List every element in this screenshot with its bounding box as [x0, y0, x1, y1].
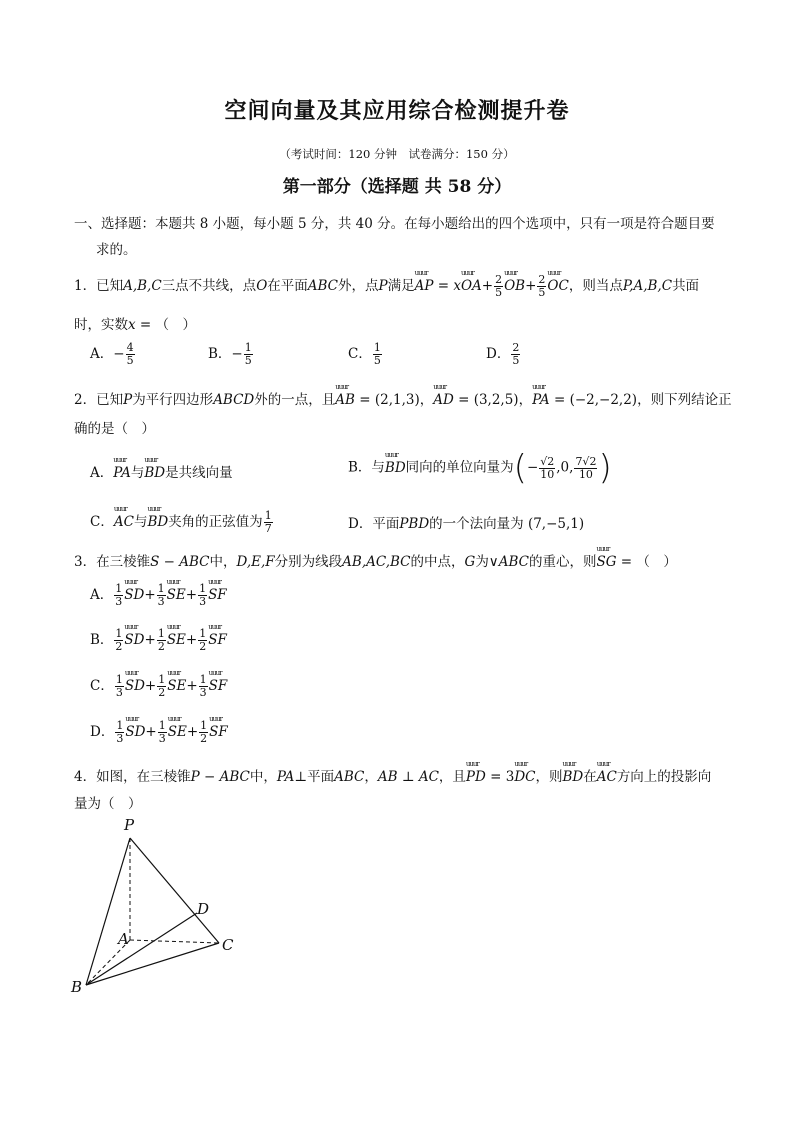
q3-option-b[interactable] [90, 628, 227, 653]
frac-num: 1 [264, 509, 272, 522]
vector-se: uuur SE [167, 587, 186, 603]
q2-parallelogram: ABCD [213, 392, 255, 408]
q1-eq: = x [433, 278, 461, 294]
q1-vector-ap: uuur AP [415, 278, 434, 294]
frac-num: 1 [199, 627, 207, 640]
option-text: 是共线向量 [165, 465, 233, 481]
option-fraction [264, 510, 273, 535]
option-fraction [157, 674, 166, 699]
q2-value: = (3,2,5)， [453, 392, 533, 408]
frac-num: 4 [126, 341, 134, 354]
q2-option-c[interactable] [90, 510, 274, 535]
option-fraction [198, 628, 207, 653]
frac-den: 3 [158, 732, 166, 745]
vector-bd: uuur BD [144, 465, 165, 481]
frac-num: 2 [538, 273, 546, 286]
q2-option-a[interactable] [90, 461, 233, 481]
q4-text: 中， [249, 769, 277, 785]
q1-fraction [537, 274, 546, 299]
question-2-stem [74, 388, 732, 408]
label-d: D [197, 900, 210, 918]
frac-den: 3 [199, 595, 207, 608]
frac-den: 2 [158, 686, 166, 699]
q1-text: 时，实数 [74, 317, 128, 333]
right-paren: ) [598, 448, 612, 488]
frac-num: 1 [158, 673, 166, 686]
option-label: A．− [90, 346, 125, 362]
vector-sf: uuur SF [208, 587, 227, 603]
vector-pa: uuur PA [113, 465, 131, 481]
q2-vector-ab: uuur AB [335, 392, 355, 408]
frac-den: 5 [126, 354, 134, 367]
option-fraction [158, 720, 167, 745]
q1-text: 在平面 [267, 278, 308, 294]
q4-text: ，则 [535, 769, 563, 785]
section-instructions-line1: 一、选择题：本题共 8 小题，每小题 5 分，共 40 分。在每小题给出的四个选项中，只有一项是符合题目要 [74, 216, 715, 232]
plus: + [186, 724, 199, 740]
option-fraction [511, 342, 520, 367]
q1-plus: + [525, 278, 537, 294]
frac-num: 1 [373, 341, 381, 354]
frac-den: 3 [116, 732, 124, 745]
label-a: A [118, 930, 129, 948]
q1-plus: + [481, 278, 494, 294]
q3-option-a[interactable] [90, 583, 227, 608]
frac-den: 5 [373, 354, 381, 367]
segment-bd [86, 913, 197, 985]
frac-den: 2 [157, 640, 165, 653]
frac-den: 3 [157, 595, 165, 608]
q1-text: 外，点 [338, 278, 379, 294]
option-text: 同向的单位向量为 [405, 459, 514, 476]
q1-text: 共面 [672, 278, 700, 294]
vector-sf: uuur SF [209, 724, 228, 740]
option-text: 与 [130, 465, 145, 481]
frac-num: 1 [199, 673, 207, 686]
frac-den: 5 [512, 354, 520, 367]
frac-num: 1 [115, 627, 123, 640]
q3-text: 为∨ [475, 554, 499, 570]
q1-option-c[interactable] [348, 342, 383, 367]
q1-points: A,B,C [123, 278, 162, 294]
q1-vector-oa: uuur OA [461, 278, 482, 294]
frac-num: 1 [244, 341, 252, 354]
option-text: 的一个法向量为 (7,−5,1) [429, 516, 585, 532]
q4-vector-pd: uuur PD [466, 769, 486, 785]
option-text: ,0, [556, 459, 574, 476]
option-label: A． [90, 465, 114, 481]
frac-num: 1 [115, 673, 123, 686]
frac-num: √2 [540, 454, 555, 468]
vector-sd: uuur SD [125, 724, 145, 740]
q1-points: P,A,B,C [622, 278, 673, 294]
option-fraction [198, 583, 207, 608]
option-text: 夹角的正弦值为 [168, 514, 263, 530]
option-label: B． [90, 632, 114, 648]
q3-text: 的中点， [410, 554, 465, 570]
pyramid-figure [66, 812, 246, 997]
q1-text: 三点不共线，点 [161, 278, 257, 294]
plus: + [186, 678, 198, 694]
q3-pyramid: S − ABC [150, 554, 210, 570]
option-label: D． [486, 346, 511, 362]
q2-point-p: P [123, 392, 133, 408]
option-label: D．平面 [348, 516, 400, 532]
q2-value: = (2,1,3)， [354, 392, 434, 408]
q1-vector-oc: uuur OC [547, 278, 568, 294]
plus: + [144, 587, 156, 603]
question-1-stem-line2 [74, 313, 196, 333]
q2-value: = (−2,−2,2)，则下列结论正 [549, 392, 732, 408]
q4-text: ， [364, 769, 378, 785]
question-1-stem [74, 274, 699, 299]
q3-text: 中， [209, 554, 237, 570]
q1-text: = （ ） [135, 317, 197, 333]
frac-num: 1 [200, 719, 208, 732]
q4-vector-ac: uuur AC [597, 769, 617, 785]
option-fraction [115, 720, 124, 745]
q3-segments: AB,AC,BC [342, 554, 411, 570]
q4-text: ，且 [438, 769, 466, 785]
plus: + [144, 632, 156, 648]
q1-option-d[interactable] [486, 342, 521, 367]
plus: + [185, 587, 198, 603]
frac-den: 5 [244, 354, 252, 367]
frac-den: 3 [199, 686, 207, 699]
frac-num: 1 [115, 582, 123, 595]
option-fraction [157, 628, 166, 653]
frac-num: 2 [512, 341, 520, 354]
q2-option-d[interactable] [348, 512, 584, 532]
frac-den: 5 [495, 286, 503, 299]
label-c: C [222, 936, 234, 954]
q4-text: 在 [583, 769, 597, 785]
frac-den: 7 [264, 522, 272, 535]
option-label: C． [90, 514, 114, 530]
q2-text: 为平行四边形 [132, 392, 214, 408]
option-text: 与 [133, 514, 148, 530]
plus: + [144, 678, 157, 694]
edge-bc [86, 943, 219, 985]
option-fraction [115, 674, 124, 699]
q4-text: 方向上的投影向 [616, 769, 712, 785]
q2-vector-pa: uuur PA [532, 392, 550, 408]
vector-bd: uuur BD [385, 460, 406, 476]
q3-text: 的重心，则 [528, 554, 597, 570]
q1-option-a[interactable] [90, 342, 136, 367]
label-p: P [124, 816, 135, 834]
q3-vector-sg: uuur SG [596, 554, 616, 570]
option-label: A． [90, 587, 114, 603]
vector-se: uuur SE [167, 678, 186, 694]
vector-sd: uuur SD [124, 587, 144, 603]
vector-sf: uuur SF [209, 678, 228, 694]
q1-plane: ABC [307, 278, 339, 294]
exam-subtitle: （考试时间：120 分钟 试卷满分：150 分） [279, 147, 515, 161]
frac-den: 10 [540, 467, 555, 481]
frac-num: 2 [495, 273, 503, 286]
question-3-stem [74, 550, 677, 570]
option-label: C． [90, 678, 114, 694]
option-fraction [114, 628, 123, 653]
option-label: C． [348, 346, 372, 362]
q2-option-b[interactable]: B．与uuur BD同向的单位向量为(− $\frac{√2}{10}$ ,0, $\frac{7√2}{10}$ ) [348, 448, 612, 488]
q2-text: 2．已知 [74, 392, 124, 408]
vector-sf: uuur SF [208, 632, 227, 648]
q1-point-p: P [378, 278, 388, 294]
frac-num: 1 [116, 719, 124, 732]
frac-num: 7√2 [575, 454, 597, 468]
vector-se: uuur SE [167, 632, 186, 648]
vector-se: uuur SE [168, 724, 187, 740]
q1-option-b[interactable] [208, 342, 254, 367]
vector-sd: uuur SD [124, 632, 144, 648]
plus: + [185, 632, 198, 648]
q1-point-o: O [256, 278, 268, 294]
option-fraction [126, 342, 135, 367]
q4-eq: = 3 [485, 769, 515, 785]
part-heading: 第一部分（选择题 共 58 分） [282, 177, 512, 197]
option-label: D． [90, 724, 115, 740]
q3-points: D,E,F [236, 554, 275, 570]
q3-point-g: G [464, 554, 476, 570]
q3-option-d[interactable] [90, 720, 228, 745]
edge-ac-hidden [130, 940, 219, 943]
option-fraction [244, 342, 253, 367]
q4-vector-dc: uuur DC [514, 769, 535, 785]
left-paren: ( [513, 448, 527, 488]
section-instructions-line2: 求的。 [96, 242, 137, 258]
frac-den: 10 [578, 467, 593, 481]
q1-text: 1．已知 [74, 278, 124, 294]
vector-ac: uuur AC [114, 514, 134, 530]
frac-den: 2 [200, 732, 208, 745]
option-label: B．与 [348, 459, 385, 476]
q4-vector-bd: uuur BD [562, 769, 583, 785]
frac-den: 5 [538, 286, 546, 299]
plane-pbd: PBD [399, 516, 430, 532]
option-fraction [157, 583, 166, 608]
q1-text: 满足 [387, 278, 415, 294]
option-fraction [539, 456, 555, 481]
frac-num: 1 [157, 627, 165, 640]
option-fraction [373, 342, 382, 367]
q4-segment-pa: PA [276, 769, 295, 785]
q1-text: ，则当点 [568, 278, 623, 294]
frac-den: 3 [115, 686, 123, 699]
q1-vector-ob: uuur OB [504, 278, 525, 294]
option-fraction [199, 674, 208, 699]
option-fraction [114, 583, 123, 608]
frac-num: 1 [158, 719, 166, 732]
option-fraction [574, 456, 597, 481]
q3-text: 分别为线段 [274, 554, 343, 570]
frac-num: 1 [199, 582, 207, 595]
q4-pyramid: P − ABC [190, 769, 250, 785]
q2-vector-ad: uuur AD [433, 392, 454, 408]
q4-plane: ABC [334, 769, 365, 785]
frac-den: 2 [199, 640, 207, 653]
vector-bd: uuur BD [147, 514, 168, 530]
question-4-stem [74, 765, 711, 785]
plus: + [145, 724, 157, 740]
option-label: B．− [208, 346, 243, 362]
question-2-stem-line2: 确的是（ ） [74, 421, 155, 437]
q2-text: 外的一点，且 [254, 392, 336, 408]
q4-perpendicular: AB ⊥ AC [377, 769, 439, 785]
q3-text: = （ ） [616, 554, 677, 570]
q4-text: ⊥平面 [294, 769, 335, 785]
option-fraction [199, 720, 208, 745]
frac-den: 2 [115, 640, 123, 653]
q3-triangle: ABC [498, 554, 529, 570]
vector-sd: uuur SD [125, 678, 145, 694]
question-4-stem-line2: 量为（ ） [74, 796, 142, 812]
q1-var-x: x [128, 317, 136, 333]
q4-text: 4．如图，在三棱锥 [74, 769, 191, 785]
frac-num: 1 [157, 582, 165, 595]
q3-option-c[interactable] [90, 674, 227, 699]
q1-fraction [494, 274, 503, 299]
label-b: B [71, 978, 83, 996]
exam-title: 空间向量及其应用综合检测提升卷 [224, 98, 570, 124]
q3-text: 3．在三棱锥 [74, 554, 151, 570]
frac-den: 3 [115, 595, 123, 608]
